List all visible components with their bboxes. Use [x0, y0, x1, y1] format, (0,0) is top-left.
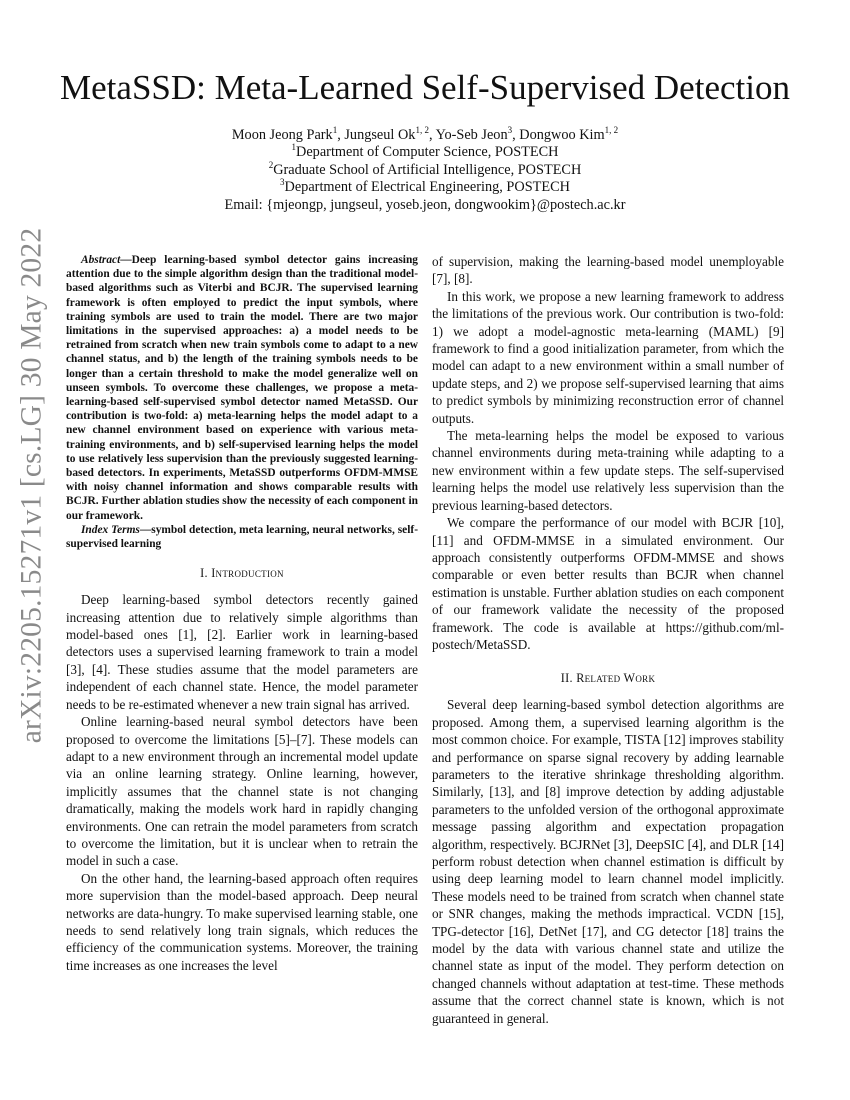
abstract-text: Deep learning-based symbol detector gains increasing attention due to the simple algorithm design than the traditional model-based algorithms such as Viterbi and BCJR. The supervised learning framework is often employed to predict the input symbols, where training symbols are used to train the model. There are two major limitations in the supervised approaches: a) a model needs to be retrained from scratch when new train symbols come to adapt to a new channel status, and b) the length of the training symbols needs to be longer than a certain threshold to make the model generalize well on unseen symbols. To overcome these challenges, we propose a meta-learning-based self-supervised symbol detector named MetaSSD. Our contribution is two-fold: a) meta-learning helps the model adapt to a new channel environment based on experience with various meta-training environments, and b) self-supervised learning helps the model to use relatively less supervision than the previously suggested learning-based detectors. In experiments, MetaSSD outperforms OFDM-MMSE with noisy channel information and shows comparable results with BCJR. Further ablation studies show the necessity of each component in our framework. [66, 254, 418, 522]
affiliation-line [0, 162, 850, 179]
affiliation-text: Department of Computer Science, POSTECH [296, 144, 559, 161]
paragraph: Online learning-based neural symbol detectors have been proposed to overcome the limitations [5]–[7]. These models can adapt to a new environment through an incremental model update via an online learning strategy. Online learning, however, implicitly assumes that the channel state is not changing dramatically, making the models work hard in rapidly changing environments. One can retrain the model parameters from scratch to overcome the limitation, but it is unclear when to retrain the model in such a case. [66, 714, 418, 869]
section-title: Related Work [576, 671, 656, 686]
author-line: Moon Jeong Park$^1$, Jungseul Ok$^{1, 2}$, Yo-Seb Jeon$^3$, Dongwoo Kim$^{1, 2}$ [231, 125, 619, 143]
paper-title: MetaSSD: Meta-Learned Self-Supervised Detection [60, 68, 790, 107]
affiliation-line [0, 144, 850, 161]
left-column [66, 253, 418, 974]
author-block [0, 127, 850, 214]
section-numeral: II. [560, 671, 573, 686]
paragraph: The meta-learning helps the model be exposed to various channel environments during meta-training while adapting to a new environment within a few update steps. The self-supervised learning helps the model use relatively less supervision than the previous learning-based detectors. [432, 428, 784, 513]
author-name: Yo-Seb Jeon [435, 127, 508, 143]
section-heading-introduction [66, 565, 418, 582]
paragraph: Deep learning-based symbol detectors recently gained increasing attention due to relatively simple algorithms than model-based ones [1], [2]. Earlier work in learning-based detectors uses a supervised learning framework to train a model [3], [4]. These studies assume that the model parameters are independent of each channel state. Hence, the model parameter needs to be re-estimated whenever a new train signal has arrived. [66, 592, 418, 712]
affiliation-text: Graduate School of Artificial Intelligence, POSTECH [273, 161, 582, 178]
paragraph: We compare the performance of our model with BCJR [10], [11] and OFDM-MMSE in a simulated environment. Our approach consistently outperforms OFDM-MMSE and shows comparable or even better results than BCJR when channel estimation is unstable. Further ablation studies on each component of our framework validate the necessity of the proposed framework. The code is available at https://github.com/ml-postech/MetaSSD. [432, 515, 784, 652]
affiliation-text: Department of Electrical Engineering, POSTECH [284, 179, 570, 196]
author-affiliation-mark: 1, 2 [415, 125, 429, 136]
author-name: Jungseul Ok [344, 127, 416, 143]
author-name: Moon Jeong Park [231, 127, 333, 143]
paragraph: Several deep learning-based symbol detection algorithms are proposed. Among them, a supervised learning algorithm is the most common choice. For example, TISTA [12] improves stability and performance on sparse signal recovery by adding learnable parameters to the iterative shrinkage thresholding algorithm. Similarly, [13], and [8] improve detection by adding adjustable parameters to the unfolded version of the orthogonal approximate message passing algorithm and expectation propagation algorithm, respectively. BCJRNet [3], DeepSIC [4], and DLR [14] perform robust detection when channel estimation is difficult by using deep learning model to learn channel model implicitly. These models need to be trained from scratch when channel state or SNR changes, making the methods impractical. VCDN [15], TPG-detector [16], DetNet [17], and CG detector [18] trains the model by the data with various channel state and utilize the channel state as input of the model. They perform detection on changed channels without adaptation at test-time. These methods assume that the correct channel state is known, which is not guaranteed in general. [432, 697, 784, 1026]
paragraph-continuation: of supervision, making the learning-based model unemployable [7], [8]. [432, 254, 784, 287]
index-terms: Index Terms—symbol detection, meta learning, neural networks, self-supervised learning [66, 523, 418, 551]
affiliation-mark: 1 [291, 142, 297, 153]
arxiv-stamp-text: arXiv:2205.15271v1 [cs.LG] 30 May 2022 [15, 227, 48, 743]
author-affiliation-mark: 3 [507, 125, 513, 136]
affiliation-mark: 2 [268, 160, 274, 171]
abstract-label: Abstract [81, 254, 121, 266]
paragraph: On the other hand, the learning-based approach often requires more supervision than the model-based approach. Deep neural networks are data-hungry. To make supervised learning stable, one needs to send relatively long train signals, which reduces the efficiency of the communication systems. Moreover, the training time increases as one increases the level [66, 870, 418, 973]
affiliation-mark: 3 [280, 177, 285, 188]
author-name: Dongwoo Kim [519, 127, 605, 143]
index-terms-label: Index Terms [81, 523, 140, 536]
affiliation-line [0, 179, 850, 196]
section-title: Introduction [211, 566, 284, 581]
index-terms-text: symbol detection, meta learning, neural networks, self-supervised learning [66, 523, 418, 551]
author-affiliation-mark: 1 [332, 125, 338, 136]
section-heading-related-work [432, 670, 784, 687]
email-line: Email: {mjeongp, jungseul, yoseb.jeon, dongwookim}@postech.ac.kr [224, 196, 626, 213]
abstract: Abstract—Deep learning-based symbol detector gains increasing attention due to the simple algorithm design than the traditional model-based algorithms such as Viterbi and BCJR. The supervised learning framework is often employed to predict the input symbols, where training symbols are used to train the model. There are two major limitations in the supervised approaches: a) a model needs to be retrained from scratch when new train symbols come to adapt to a new channel status, and b) the length of the training symbols needs to be longer than a certain threshold to make the model generalize well on unseen symbols. To overcome these challenges, we propose a meta-learning-based self-supervised symbol detector named MetaSSD. Our contribution is two-fold: a) meta-learning helps the model adapt to a new channel environment based on experience with various meta-training environments, and b) self-supervised learning helps the model to use relatively less supervision than the previously suggested learning-based detectors. In experiments, MetaSSD outperforms OFDM-MMSE with noisy channel information and shows comparable results with BCJR. Further ablation studies show the necessity of each component in our framework. [66, 254, 418, 522]
section-numeral: I. [200, 566, 208, 581]
author-affiliation-mark: 1, 2 [604, 125, 619, 136]
paragraph: In this work, we propose a new learning framework to address the limitations of the previous work. Our contribution is two-fold: 1) we adopt a model-agnostic meta-learning (MAML) [9] framework to find a good initialization parameter, from which the model can adapt to a new environment within a small number of update steps, and 2) we propose self-supervised learning that aims to predict symbols by minimizing reconstruction error of channel outputs. [432, 288, 784, 426]
arxiv-stamp [8, 227, 56, 743]
right-column [432, 253, 784, 1027]
